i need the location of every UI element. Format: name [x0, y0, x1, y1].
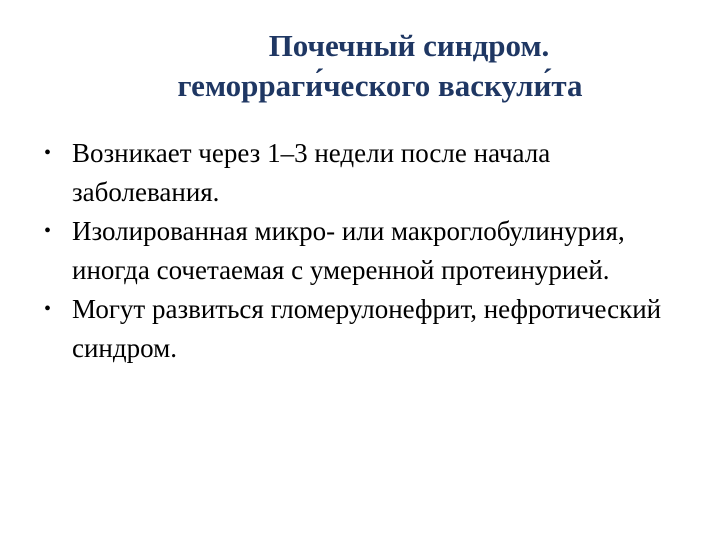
bullet-text: Изолированная микро- или макроглобулинурия, иногда сочетаемая с умеренной протеинурией. — [72, 216, 625, 285]
slide-title-line-2: геморраги́ческого васкули́та — [177, 68, 583, 103]
bullet-text: Могут развиться гломерулонефрит, нефротический синдром. — [72, 294, 662, 363]
bullet-marker: • — [44, 142, 52, 164]
bullet-item-onset — [42, 134, 682, 212]
slide-title-line-1: Почечный синдром. — [268, 28, 550, 63]
bullet-text: Возникает через 1–3 недели после начала заболевания. — [72, 138, 551, 207]
bullet-list — [42, 134, 682, 368]
bullet-marker: • — [44, 298, 52, 320]
bullet-marker: • — [44, 220, 52, 242]
bullet-item-complications — [42, 290, 682, 368]
bullet-item-globulinuria — [42, 212, 682, 290]
slide-title — [40, 26, 720, 106]
